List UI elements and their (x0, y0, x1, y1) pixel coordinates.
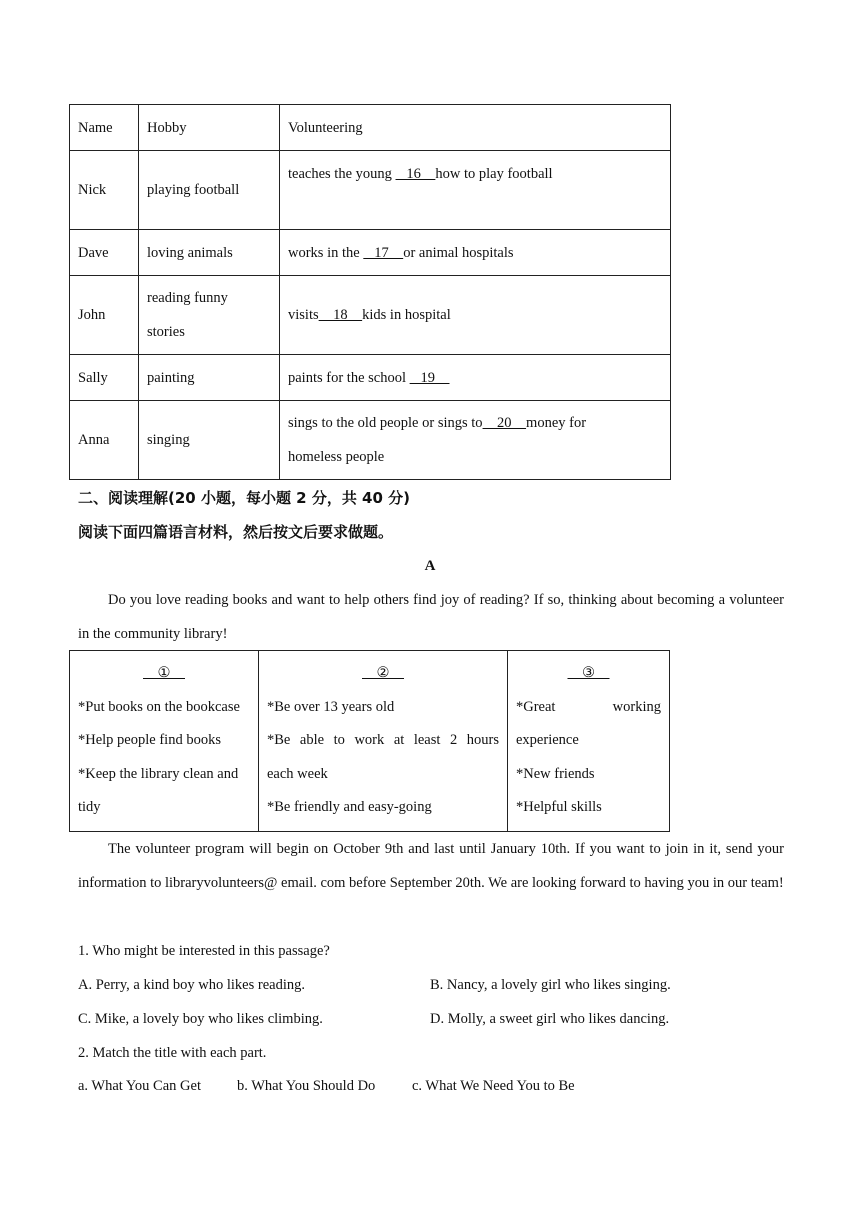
blank-20[interactable]: 20 (482, 415, 527, 431)
cell-name: John (70, 276, 139, 355)
text-line-2: homeless people (288, 449, 385, 465)
table-row (70, 355, 671, 401)
info-column-3 (508, 651, 670, 832)
option-c[interactable]: C. Mike, a lovely boy who likes climbing. (78, 1011, 323, 1027)
list-item: each week (267, 765, 328, 782)
info-column-2 (259, 651, 508, 832)
cell-volunteering (280, 276, 671, 355)
hobby-line-2: stories (147, 324, 185, 340)
blank-17[interactable]: 17 (363, 244, 404, 261)
table-row (70, 230, 671, 276)
blank-19[interactable]: 19 (409, 369, 450, 386)
list-item: *Helpful skills (516, 799, 602, 816)
cell-volunteering (280, 230, 671, 276)
cell-hobby (139, 276, 280, 355)
hobby-line-1: reading funny (147, 290, 228, 306)
passage-intro: Do you love reading books and want to help others find joy of reading? If so, thinking about becoming a volunteer in the community library! (78, 592, 784, 642)
blank-3[interactable]: ③ (567, 665, 610, 681)
cell-hobby: playing football (139, 151, 280, 230)
blank-1[interactable]: ① (143, 665, 185, 681)
text-pre: works in the (288, 244, 364, 261)
title-option-c: c. What We Need You to Be (412, 1078, 575, 1094)
title-option-a: a. What You Can Get (78, 1078, 201, 1094)
list-item: tidy (78, 799, 101, 816)
section-heading: 二、阅读理解(20 小题，每小题 2 分，共 40 分) (78, 489, 411, 507)
list-item: experience (516, 732, 579, 749)
cell-name: Anna (70, 401, 139, 480)
text-post: kids in hospital (362, 307, 451, 323)
option-b[interactable]: B. Nancy, a lovely girl who likes singing. (430, 977, 671, 993)
table-row (70, 276, 671, 355)
text-pre: sings to the old people or sings to (288, 415, 483, 431)
program-text: The volunteer program will begin on October 9th and last until January 10th. If you want to join in it, send your information to libraryvolunteers@ email. com before September 20th. We are looking forward to having you in our team! (78, 841, 784, 891)
text-post: how to play football (435, 166, 553, 182)
list-item: *Keep the library clean and (78, 765, 239, 782)
text-pre: paints for the school (288, 369, 410, 386)
list-item: *Great working (516, 698, 661, 715)
list-item: *Be friendly and easy-going (267, 799, 432, 816)
info-column-1 (70, 651, 259, 832)
cell-name: Sally (70, 355, 139, 401)
cell-volunteering (280, 401, 671, 480)
volunteer-table (69, 104, 671, 480)
section-instruction: 阅读下面四篇语言材料，然后按文后要求做题。 (78, 523, 394, 541)
list-item: *Help people find books (78, 732, 221, 749)
title-option-b: b. What You Should Do (237, 1078, 376, 1094)
blank-2[interactable]: ② (362, 665, 404, 681)
cell-volunteering (280, 151, 671, 230)
option-d[interactable]: D. Molly, a sweet girl who likes dancing. (430, 1011, 670, 1027)
list-item: *New friends (516, 765, 595, 782)
header-name: Name (70, 105, 139, 151)
cell-hobby: loving animals (139, 230, 280, 276)
cell-volunteering (280, 355, 671, 401)
table-row (70, 401, 671, 480)
info-table (69, 650, 670, 832)
table-header-row (70, 105, 671, 151)
question-2: 2. Match the title with each part. (78, 1045, 267, 1061)
header-hobby: Hobby (139, 105, 280, 151)
table-row (70, 151, 671, 230)
option-a[interactable]: A. Perry, a kind boy who likes reading. (78, 977, 305, 993)
cell-hobby: singing (139, 401, 280, 480)
cell-name: Nick (70, 151, 139, 230)
blank-18[interactable]: 18 (318, 307, 363, 323)
list-item: *Put books on the bookcase (78, 698, 240, 715)
text-post: or animal hospitals (403, 244, 514, 261)
list-item: *Be able to work at least 2 hours (267, 732, 499, 749)
text-pre: visits (288, 307, 319, 323)
cell-hobby: painting (139, 355, 280, 401)
list-item: *Be over 13 years old (267, 698, 395, 715)
text-pre: teaches the young (288, 166, 396, 182)
passage-label: A (424, 558, 436, 574)
text-post: money for (526, 415, 587, 431)
cell-name: Dave (70, 230, 139, 276)
header-volunteering: Volunteering (280, 105, 671, 151)
blank-16[interactable]: 16 (395, 166, 436, 182)
question-1: 1. Who might be interested in this passage? (78, 943, 330, 959)
